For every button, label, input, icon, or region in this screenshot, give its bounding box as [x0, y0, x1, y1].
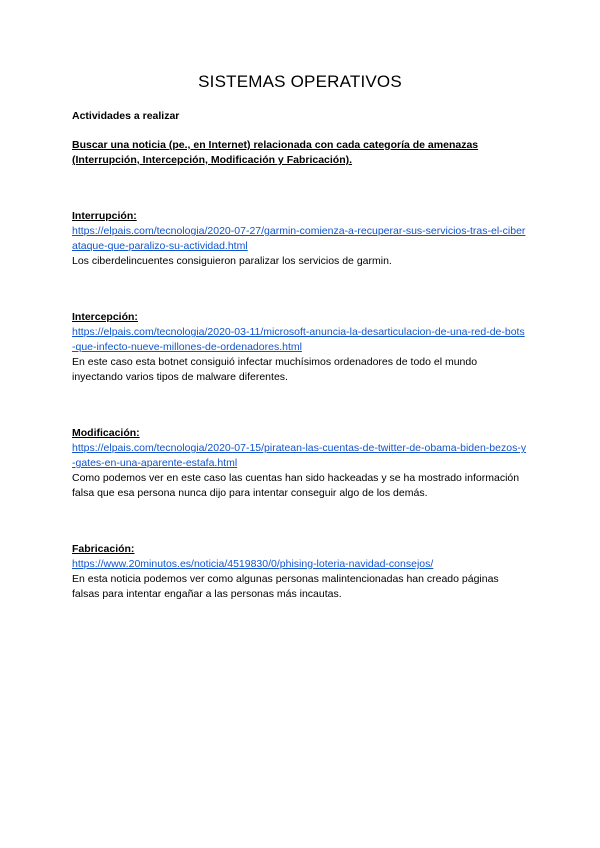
section-description: En este caso esta botnet consiguió infectar muchísimos ordenadores de todo el mundo inyectando varios tipos de malware diferentes.	[72, 356, 478, 383]
section-description: Los ciberdelincuentes consiguieron paralizar los servicios de garmin.	[72, 255, 392, 267]
section-fabricacion	[72, 542, 528, 602]
news-link[interactable]: https://elpais.com/tecnologia/2020-07-15/piratean-las-cuentas-de-twitter-de-obama-biden-bezos-y-gates-en-una-aparente-estafa.html	[72, 442, 527, 469]
section-heading: Modificación:	[72, 427, 140, 439]
news-link[interactable]: https://elpais.com/tecnologia/2020-07-27/garmin-comienza-a-recuperar-sus-servicios-tras-el-ciberataque-que-paralizo-su-actividad.html	[72, 225, 526, 252]
news-link[interactable]: https://elpais.com/tecnologia/2020-03-11/microsoft-anuncia-la-desarticulacion-de-una-red-de-bots-que-infecto-nueve-millones-de-ordenadores.html	[72, 326, 525, 353]
section-description: Como podemos ver en este caso las cuentas han sido hackeadas y se ha mostrado información falsa que esa persona nunca dijo para intentar conseguir algo de los demás.	[72, 472, 520, 499]
document-body	[72, 109, 528, 602]
section-heading: Fabricación:	[72, 543, 135, 555]
news-link[interactable]: https://www.20minutos.es/noticia/4519830/0/phising-loteria-navidad-consejos/	[72, 558, 434, 570]
section-description: En esta noticia podemos ver como algunas personas malintencionadas han creado páginas falsas para intentar engañar a las personas más incautas.	[72, 573, 499, 600]
section-modificacion	[72, 426, 528, 501]
task-instruction: Buscar una noticia (pe., en Internet) relacionada con cada categoría de amenazas (Interrupción, Intercepción, Modificación y Fabricación).	[72, 139, 479, 166]
section-interrupcion	[72, 209, 528, 269]
page-title: SISTEMAS OPERATIVOS	[198, 72, 402, 91]
section-heading: Interrupción:	[72, 210, 137, 222]
activities-subtitle: Actividades a realizar	[72, 110, 180, 122]
section-heading: Intercepción:	[72, 311, 138, 323]
section-intercepcion	[72, 310, 528, 385]
